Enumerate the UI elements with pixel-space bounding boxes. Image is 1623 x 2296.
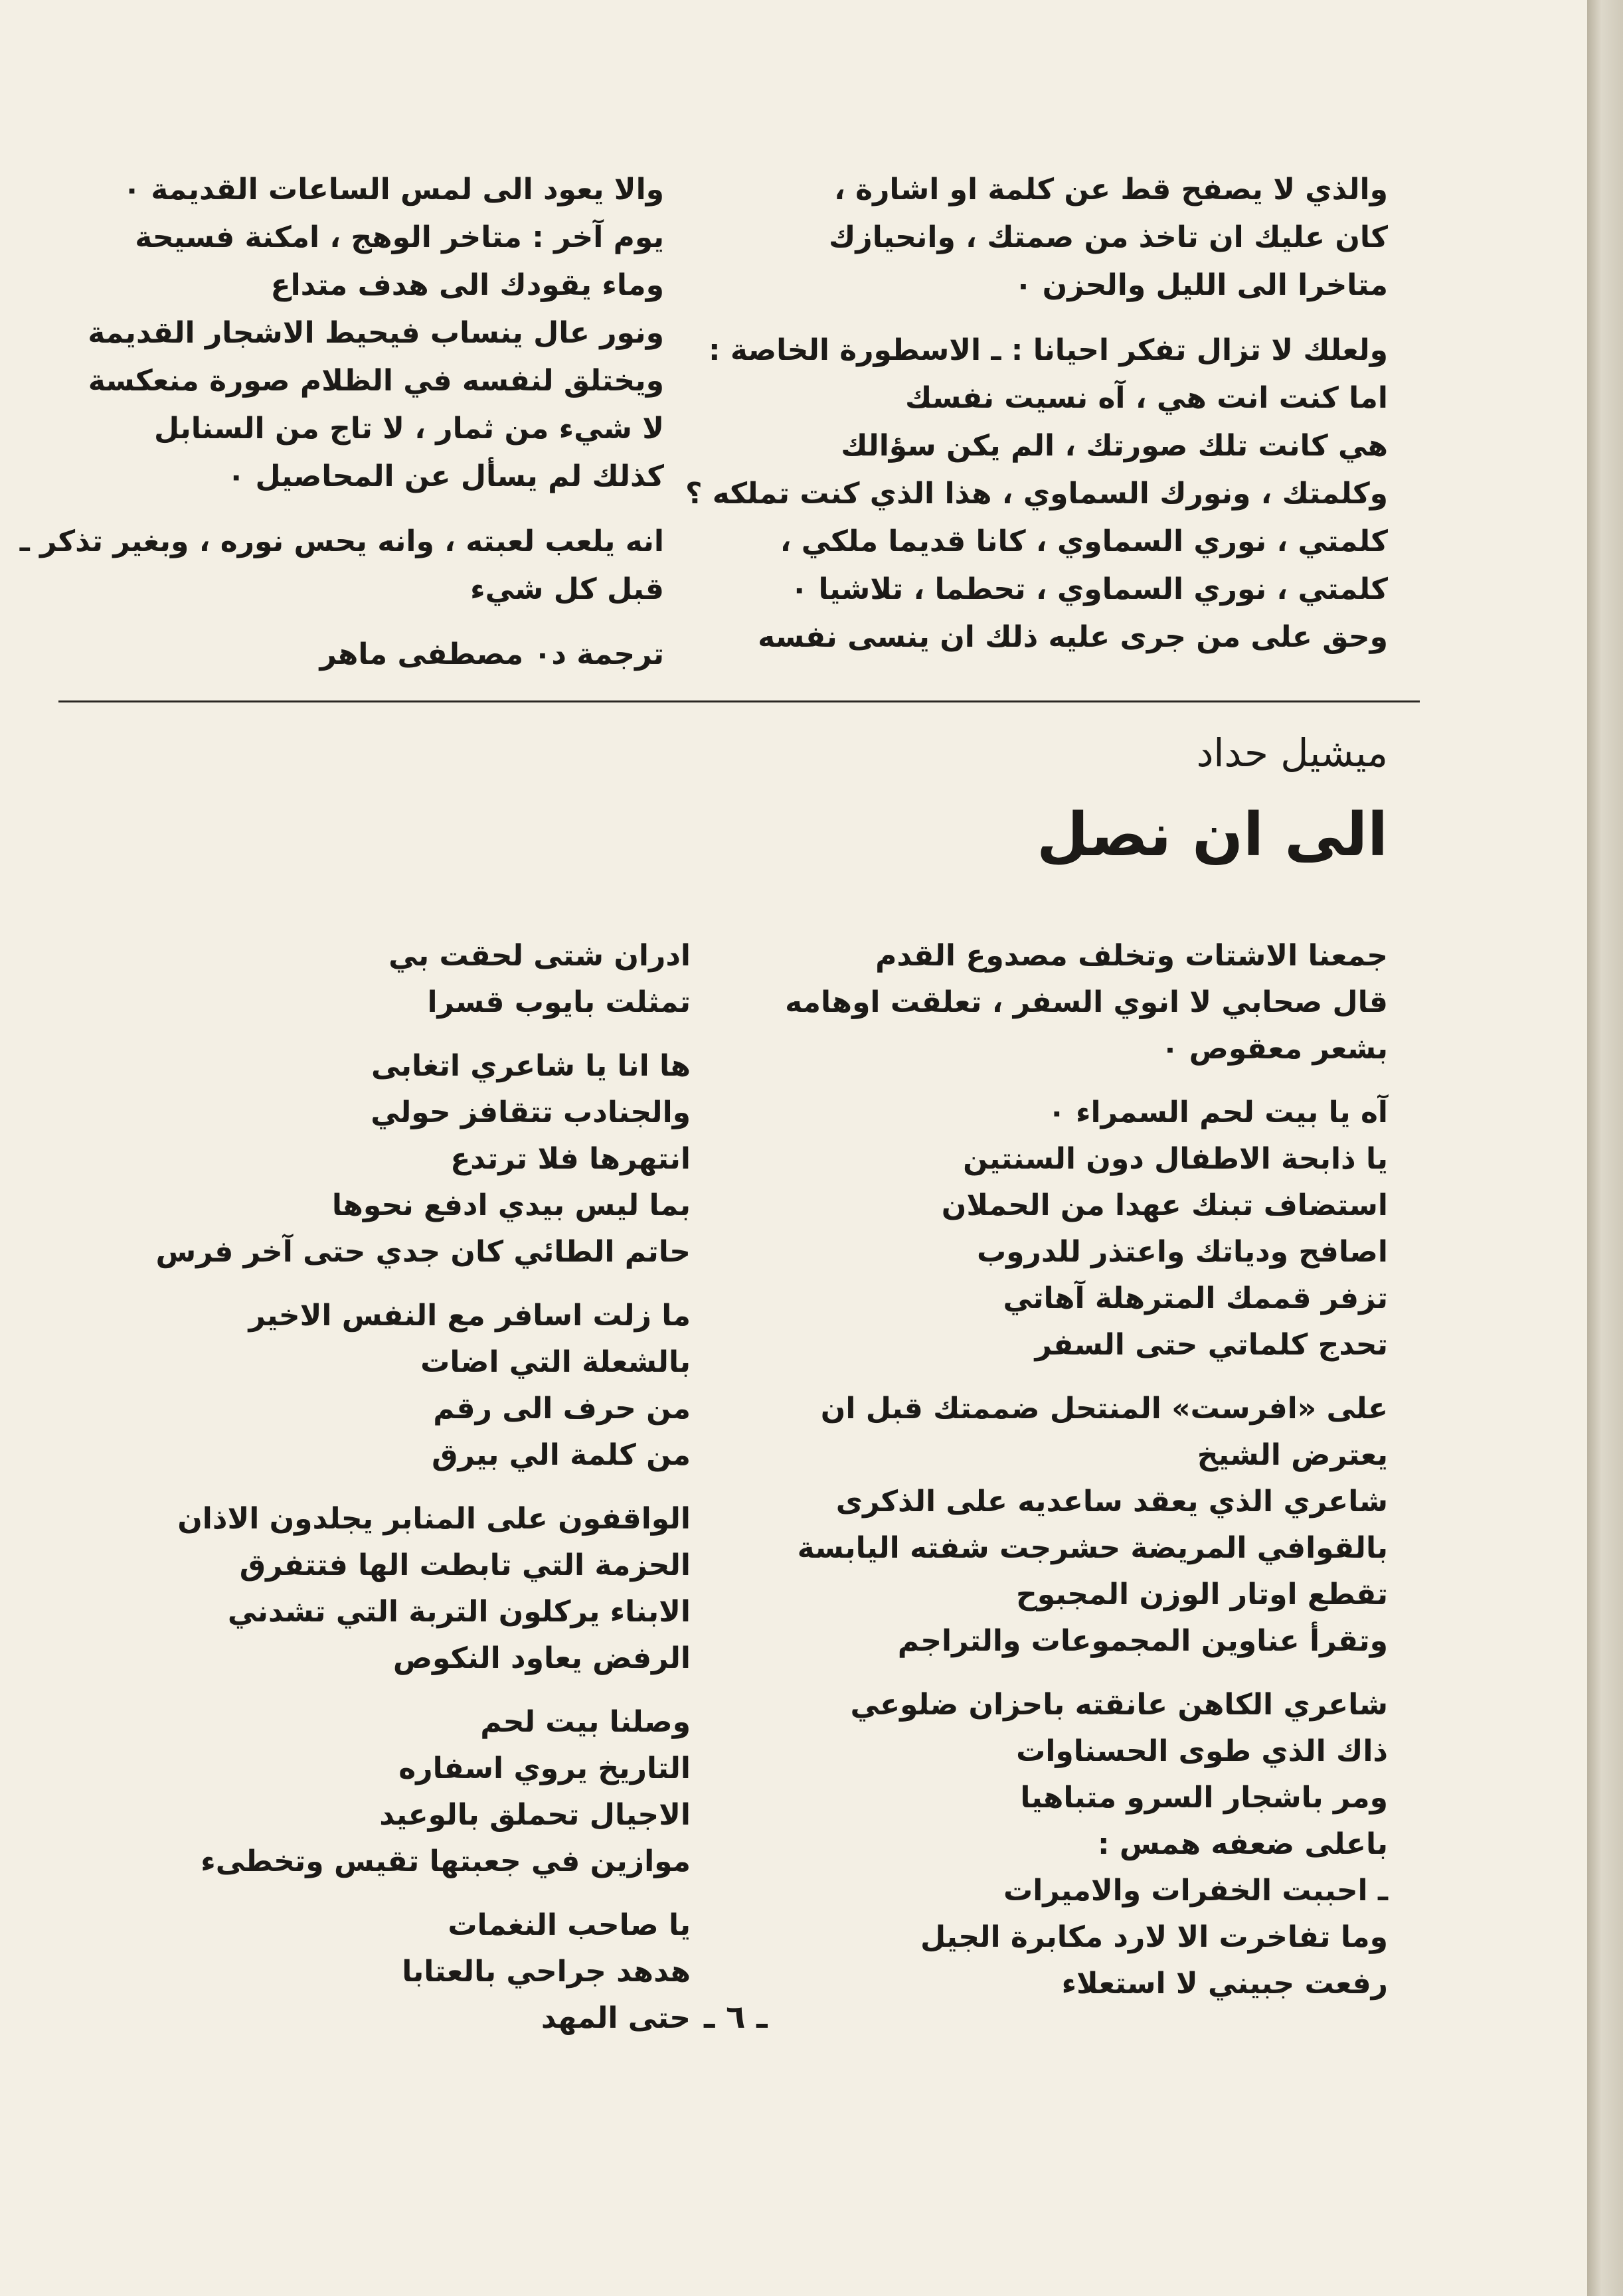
poem-line: ويختلق لنفسه في الظلام صورة منعكسة (88, 364, 664, 398)
poem-line: يعترض الشيخ (1197, 1438, 1388, 1472)
poem-line: قبل كل شيء (470, 572, 664, 606)
stanza (711, 166, 1388, 309)
poem-line: بشعر معقوص ٠ (1161, 1032, 1388, 1066)
poem-line: والذي لا يصفح قط عن كلمة او اشارة ، (834, 173, 1388, 206)
stanza (27, 166, 664, 501)
section-divider (58, 700, 1420, 702)
poem-line: وما تفاخرت الا لارد مكابرة الجيل (920, 1920, 1388, 1954)
poem-line: شاعري الذي يعقد ساعديه على الذكرى (835, 1485, 1388, 1518)
poem-line: ولعلك لا تزال تفكر احيانا : ـ الاسطورة الخاصة : (708, 333, 1388, 367)
poem-line: وكلمتك ، ونورك السماوي ، هذا الذي كنت تملكه ؟ (685, 477, 1388, 511)
poem-line: رفعت جبيني لا استعلاء (1061, 1967, 1388, 2001)
poem-line: الواقفون على المنابر يجلدون الاذان (177, 1502, 691, 1536)
poem-line: يوم آخر : متاخر الوهج ، امكنة فسيحة (135, 220, 664, 254)
poem-line: باعلى ضعفه همس : (1097, 1827, 1388, 1861)
poem-line: استضاف تبنك عهدا من الحملان (941, 1189, 1388, 1222)
poem-line: من حرف الى رقم (433, 1392, 691, 1426)
stanza (40, 1902, 691, 2042)
poem-line: اما كنت انت هي ، آه نسيت نفسك (905, 381, 1388, 415)
poem-line: وتقرأ عناوين المجموعات والتراجم (897, 1624, 1388, 1658)
poem-line: بما ليس بيدي ادفع نحوها (331, 1189, 691, 1222)
page-number: ـ ٦ ـ (704, 1999, 768, 2036)
poem-line: ادران شتى لحقت بي (388, 939, 691, 973)
poem-line: الاجيال تحملق بالوعيد (379, 1798, 691, 1832)
poem-line: والجنادب تتقافز حولي (371, 1096, 691, 1129)
poem-line: يا ذابحة الاطفال دون السنتين (963, 1142, 1388, 1176)
poem-line: ـ احببت الخفرات والاميرات (1003, 1874, 1388, 1908)
poem-line: بالشعلة التي اضات (420, 1345, 691, 1379)
poem-line: لا شيء من ثمار ، لا تاج من السنابل (153, 412, 664, 446)
poem-line: انه يلعب لعبته ، وانه يحس نوره ، وبغير تذكر ـ (19, 525, 664, 558)
poem-line: موازين في جعبتها تقيس وتخطىء (201, 1845, 691, 1878)
poem-line: حاتم الطائي كان جدي حتى آخر فرس (155, 1235, 691, 1269)
stanza (737, 933, 1388, 1072)
poem-line: متاخرا الى الليل والحزن ٠ (1014, 268, 1388, 302)
poem-line: ها انا يا شاعري اتغابى (371, 1049, 691, 1083)
poem-line: ونور عال ينساب فيحيط الاشجار القديمة (88, 316, 664, 350)
poem-line: من كلمة الي بيرق (432, 1438, 691, 1472)
poem-line: آه يا بيت لحم السمراء ٠ (1047, 1096, 1388, 1129)
poem-line: جمعنا الاشتات وتخلف مصدوع القدم (875, 939, 1388, 973)
author-name: ميشيل حداد (1196, 730, 1388, 776)
stanza (40, 1293, 691, 1479)
poem-line: وماء يقودك الى هدف متداع (270, 268, 664, 302)
poem-line: بالقوافي المريضة حشرجت شفته اليابسة (797, 1531, 1388, 1565)
translator-line: ترجمة د٠ مصطفى ماهر (319, 637, 664, 671)
poem-line: انتهرها فلا ترتدع (450, 1142, 691, 1176)
poem-line: يا صاحب النغمات (448, 1908, 691, 1942)
poem-line: هي كانت تلك صورتك ، الم يكن سؤالك (841, 429, 1388, 463)
poem-line: قال صحابي لا انوي السفر ، تعلقت اوهامه (785, 985, 1388, 1019)
poem-line: تزفر قممك المترهلة آهاتي (1003, 1281, 1388, 1315)
translator-credit (27, 631, 664, 679)
stanza (40, 933, 691, 1026)
stanza (685, 327, 1388, 661)
stanza (737, 1682, 1388, 2007)
poem-line: التاريخ يروي اسفاره (398, 1752, 691, 1785)
poem-line: كان عليك ان تاخذ من صمتك ، وانحيازك (829, 220, 1388, 254)
poem-line: تحدج كلماتي حتى السفر (1035, 1328, 1388, 1362)
poem-line: حتى المهد (541, 2001, 691, 2035)
top-left-column (19, 166, 664, 696)
poem-left-column (40, 933, 691, 2059)
poem-line: ما زلت اسافر مع النفس الاخير (248, 1299, 691, 1333)
poem-line: تقطع اوتار الوزن المجبوح (1015, 1578, 1388, 1611)
poem-line: الرفض يعاود النكوص (392, 1641, 691, 1675)
poem-line: الابناء يركلون التربة التي تشدني (227, 1595, 691, 1629)
top-right-column (685, 166, 1388, 679)
poem-title: الى ان نصل (1037, 800, 1388, 870)
poem-line: كلمتي ، نوري السماوي ، تحطما ، تلاشيا ٠ (790, 572, 1388, 606)
poem-line: كذلك لم يسأل عن المحاصيل ٠ (227, 459, 664, 493)
poem-line: ذاك الذي طوى الحسناوات (1016, 1734, 1388, 1768)
poem-line: شاعري الكاهن عانقته باحزان ضلوعي (850, 1688, 1388, 1722)
stanza (737, 1090, 1388, 1368)
stanza (40, 1699, 691, 1885)
stanza (737, 1386, 1388, 1665)
poem-line: وصلنا بيت لحم (480, 1705, 691, 1739)
page-edge (1587, 0, 1623, 2296)
poem-line: تمثلت بايوب قسرا (427, 985, 691, 1019)
poem-line: وحق على من جرى عليه ذلك ان ينسى نفسه (758, 620, 1388, 654)
poem-right-column (737, 933, 1388, 2024)
poem-line: على «افرست» المنتحل ضممتك قبل ان (820, 1392, 1388, 1426)
poem-line: الحزمة التي تابطت الها فتتفرق (239, 1548, 691, 1582)
stanza (40, 1043, 691, 1275)
poem-line: اصافح ودياتك واعتذر للدروب (976, 1235, 1388, 1269)
poem-line: ومر باشجار السرو متباهيا (1020, 1781, 1388, 1815)
poem-line: والا يعود الى لمس الساعات القديمة ٠ (123, 173, 664, 206)
poem-line: هدهد جراحي بالعتابا (402, 1955, 691, 1989)
stanza (40, 1496, 691, 1682)
poem-line: كلمتي ، نوري السماوي ، كانا قديما ملكي ، (780, 525, 1388, 558)
stanza (19, 518, 664, 614)
